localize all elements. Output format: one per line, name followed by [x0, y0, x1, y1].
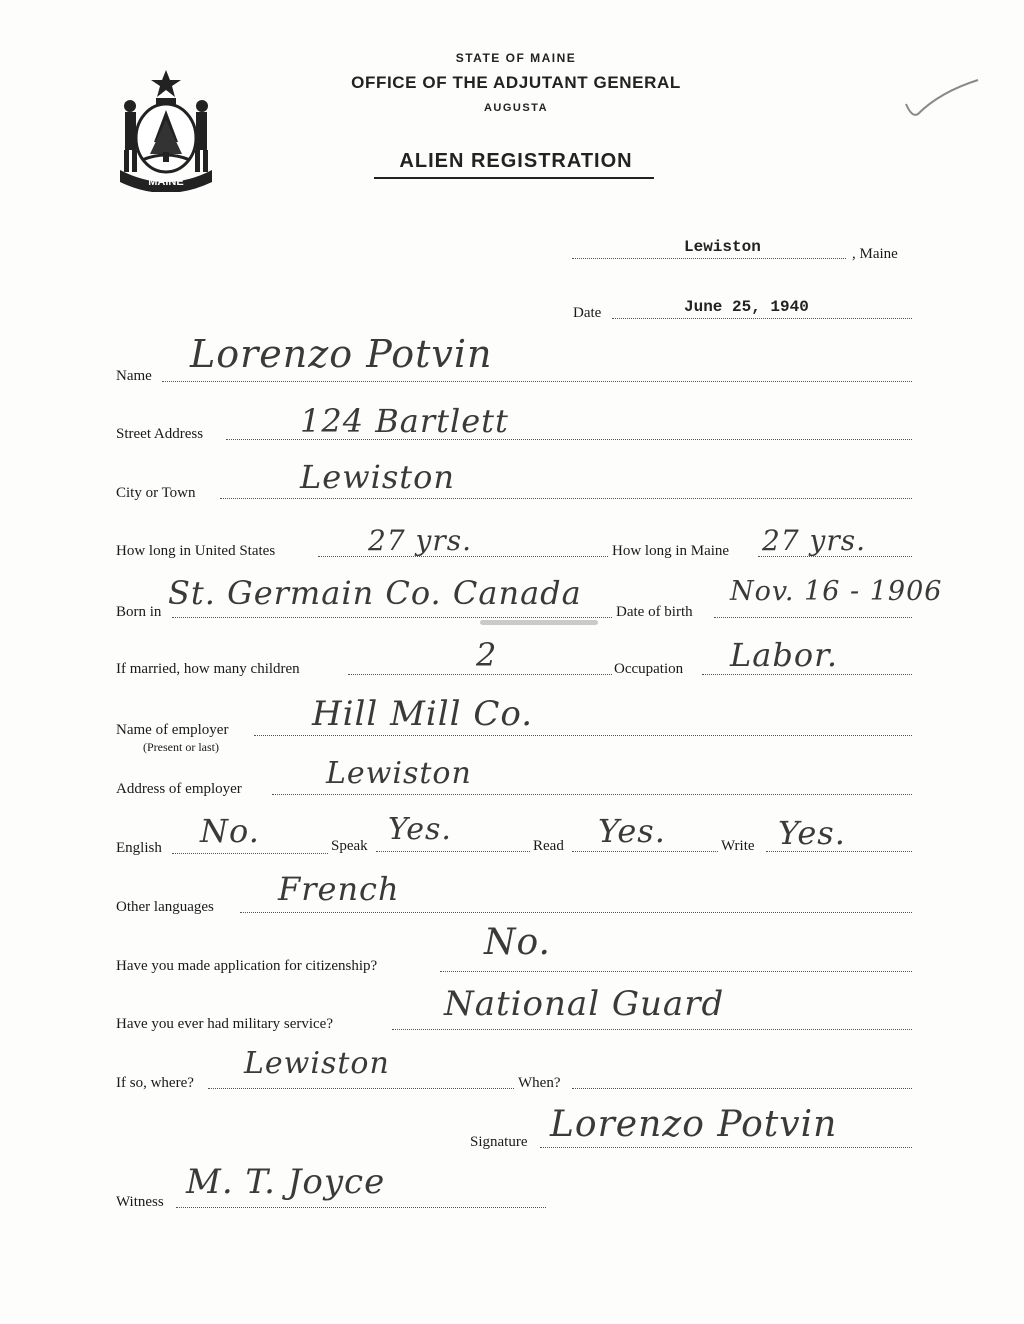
how-long-maine-label: How long in Maine	[612, 543, 730, 559]
employer-value: Hill Mill Co.	[312, 694, 534, 734]
other-languages-line	[240, 912, 912, 913]
write-label: Write	[721, 838, 755, 854]
military-label: Have you ever had military service?	[116, 1016, 333, 1032]
children-value: 2	[476, 636, 498, 674]
occupation-value: Labor.	[730, 636, 839, 674]
born-in-line	[172, 617, 612, 618]
speak-value: Yes.	[388, 812, 452, 847]
employer-address-line	[272, 794, 912, 795]
employer-address-label: Address of employer	[116, 781, 242, 797]
write-value: Yes.	[778, 814, 846, 852]
place-suffix: , Maine	[852, 246, 898, 262]
english-value: No.	[200, 812, 260, 850]
name-line	[162, 381, 912, 382]
occupation-line	[702, 674, 912, 675]
where-value: Lewiston	[244, 1046, 390, 1081]
witness-label: Witness	[116, 1194, 164, 1210]
read-line	[572, 851, 718, 852]
ink-smudge	[480, 620, 598, 625]
military-value: National Guard	[444, 984, 725, 1024]
date-of-birth-label: Date of birth	[616, 604, 693, 620]
children-line	[348, 674, 612, 675]
name-value: Lorenzo Potvin	[190, 332, 493, 376]
read-value: Yes.	[598, 812, 666, 850]
date-of-birth-line	[714, 617, 912, 618]
where-label: If so, where?	[116, 1075, 194, 1091]
citizenship-line	[440, 971, 912, 972]
check-mark-icon	[900, 74, 980, 124]
place-line	[572, 258, 846, 259]
occupation-label: Occupation	[614, 661, 684, 677]
where-line	[208, 1088, 514, 1089]
witness-line	[176, 1207, 546, 1208]
street-label: Street Address	[116, 426, 204, 442]
employer-address-value: Lewiston	[326, 756, 472, 791]
how-long-us-label: How long in United States	[116, 543, 276, 559]
date-of-birth-value: Nov. 16 - 1906	[730, 576, 943, 607]
when-line	[572, 1088, 912, 1089]
speak-line	[376, 851, 530, 852]
signature-line	[540, 1147, 912, 1148]
how-long-maine-value: 27 yrs.	[762, 524, 867, 557]
header-office: OFFICE OF THE ADJUTANT GENERAL	[351, 73, 681, 92]
form-title: ALIEN REGISTRATION	[399, 150, 633, 172]
city-label: City or Town	[116, 485, 196, 501]
employer-label: Name of employer	[116, 722, 229, 738]
date-value: June 25, 1940	[684, 298, 809, 316]
title-underline	[374, 177, 654, 179]
date-label: Date	[573, 305, 602, 321]
employer-line	[254, 735, 912, 736]
signature-label: Signature	[470, 1134, 528, 1150]
citizenship-label: Have you made application for citizenship?	[116, 958, 378, 974]
born-in-value: St. Germain Co. Canada	[168, 574, 582, 612]
date-line	[612, 318, 912, 319]
signature-value: Lorenzo Potvin	[550, 1104, 838, 1145]
header-state: STATE OF MAINE	[455, 51, 577, 65]
city-value: Lewiston	[300, 458, 455, 496]
city-line	[220, 498, 912, 499]
seal-ribbon-text: MAINE	[148, 176, 184, 188]
born-in-label: Born in	[116, 604, 162, 620]
name-label: Name	[116, 368, 152, 384]
other-languages-label: Other languages	[116, 899, 214, 915]
place-value: Lewiston	[684, 238, 761, 256]
military-line	[392, 1029, 912, 1030]
english-line	[172, 853, 328, 854]
how-long-us-value: 27 yrs.	[368, 524, 473, 557]
header-city: AUGUSTA	[483, 102, 549, 114]
speak-label: Speak	[331, 838, 368, 854]
street-value: 124 Bartlett	[300, 402, 509, 440]
children-label: If married, how many children	[116, 661, 300, 677]
when-label: When?	[518, 1075, 561, 1091]
read-label: Read	[533, 838, 564, 854]
other-languages-value: French	[278, 870, 400, 908]
employer-sublabel: (Present or last)	[143, 740, 219, 754]
english-label: English	[116, 840, 162, 856]
witness-value: M. T. Joyce	[186, 1162, 386, 1202]
citizenship-value: No.	[484, 922, 551, 963]
